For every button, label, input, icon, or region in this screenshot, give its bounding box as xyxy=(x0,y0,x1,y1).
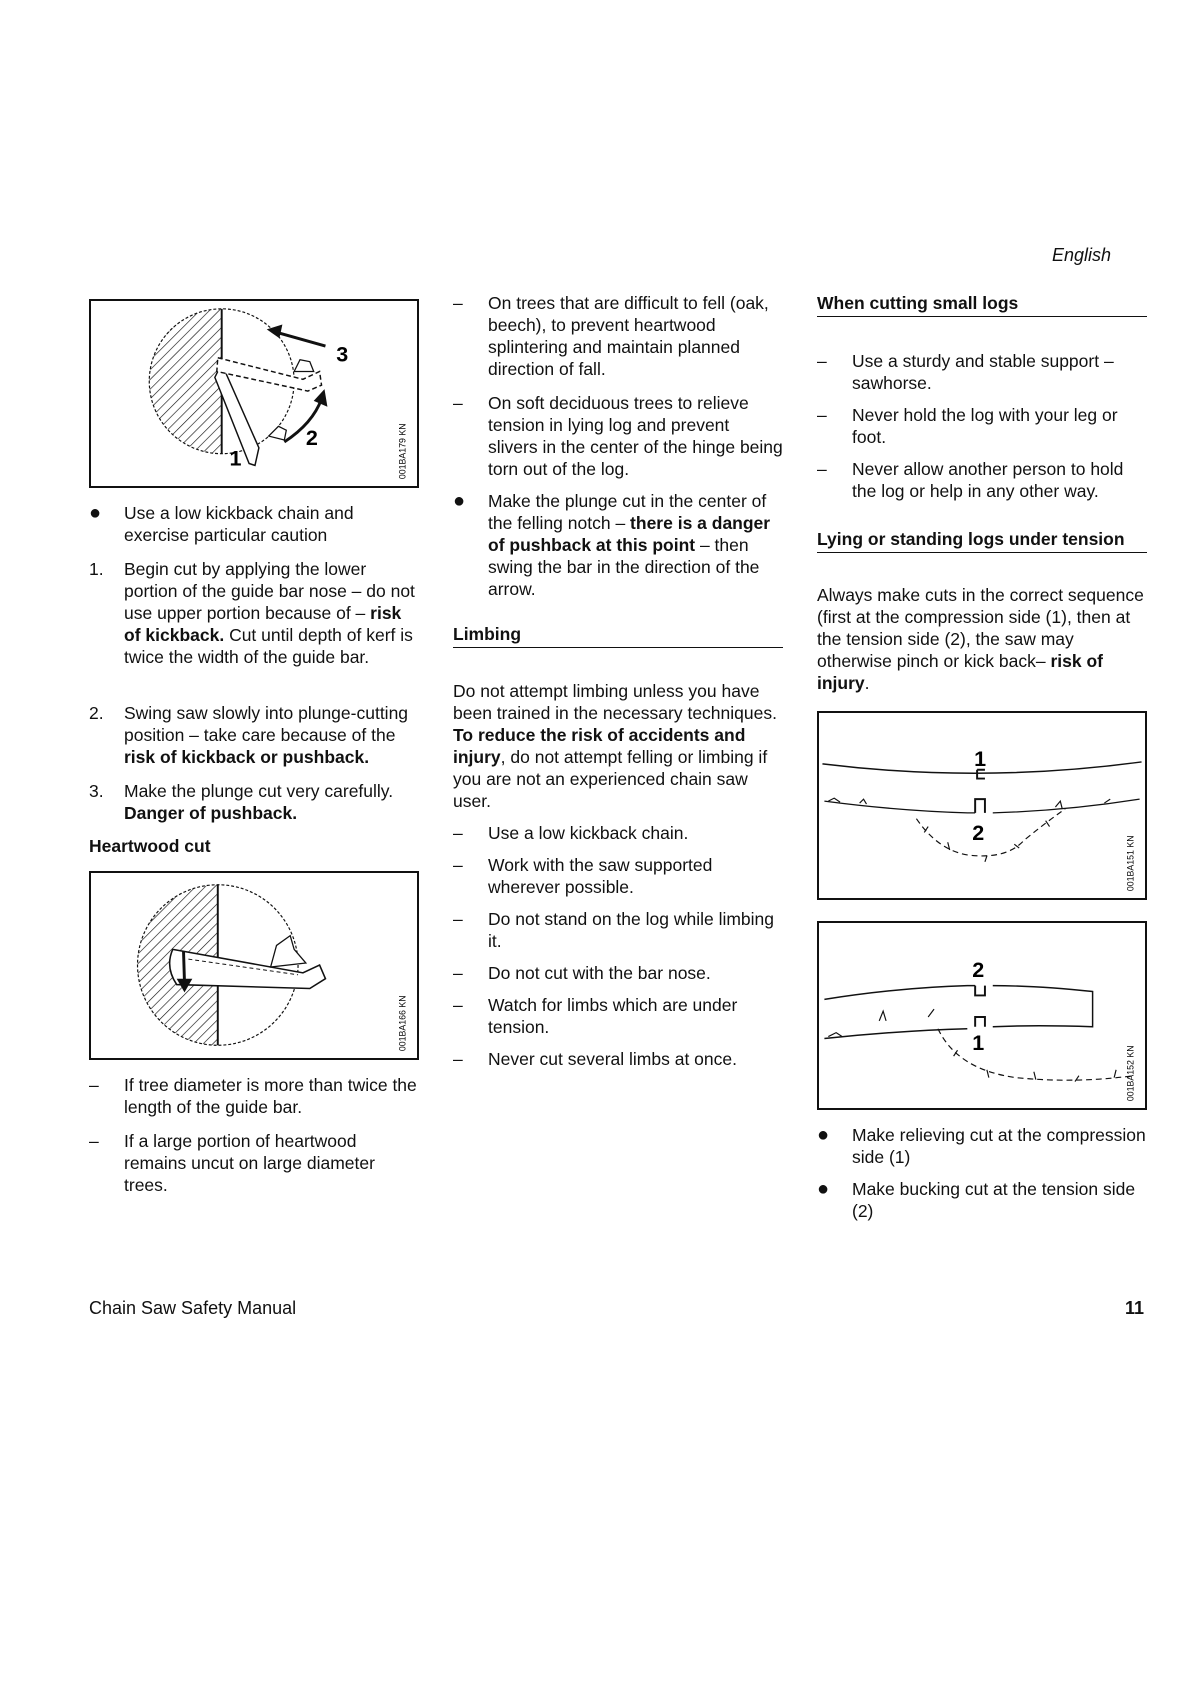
list-item: – Do not cut with the bar nose. xyxy=(453,963,711,983)
dash-mark: – xyxy=(817,405,827,425)
list-item: – Never hold the log with your leg or foot. xyxy=(817,405,1118,447)
step-number: 2. xyxy=(89,703,104,723)
fig4-label-1: 1 xyxy=(972,1031,985,1056)
fig3-code: 001BA151 KN xyxy=(1125,835,1136,892)
tension-cut-illustration xyxy=(819,923,1145,1108)
dash-mark: – xyxy=(453,1049,463,1069)
fig1-label-2: 2 xyxy=(305,425,318,450)
bullet-icon: ● xyxy=(817,1124,830,1146)
bullet-icon: ● xyxy=(453,490,466,512)
list-item: – Do not stand on the log while limbing it. xyxy=(453,909,775,951)
paragraph: Do not attempt limbing unless you have been trained in the necessary techniques. To reduce the risk of accidents and injury, do not attempt felling or limbing if you are not an experienced chain saw user. xyxy=(453,681,777,811)
fig3-label-1: 1 xyxy=(974,746,987,771)
list-item: – Never allow another person to hold the log or help in any other way. xyxy=(817,459,1124,501)
figure-tension-cut xyxy=(817,921,1147,1110)
dash-mark: – xyxy=(817,351,827,371)
bullet-icon: ● xyxy=(817,1178,830,1200)
dash-mark: – xyxy=(453,293,463,313)
list-item: ● Make the plunge cut in the center of the felling notch – there is a danger of pushback at this point – then swing the bar in the direction of the arrow. xyxy=(453,490,771,599)
dash-mark: – xyxy=(453,963,463,983)
step-number: 3. xyxy=(89,781,104,801)
dash-mark: – xyxy=(817,459,827,479)
step-number: 1. xyxy=(89,559,104,579)
paragraph: Always make cuts in the correct sequence (first at the compression side (1), then at the tension side (2), the saw may otherwise pinch or kick back– risk of injury. xyxy=(817,585,1144,693)
fig1-label-3: 3 xyxy=(336,342,349,367)
figure-heartwood-cut xyxy=(89,871,419,1060)
list-item: – Use a low kickback chain. xyxy=(453,823,689,843)
heading-logs-under-tension: Lying or standing logs under tension xyxy=(817,528,1147,553)
list-item: – Work with the saw supported wherever possible. xyxy=(453,855,713,897)
heartwood-cut-illustration xyxy=(91,873,417,1058)
fig4-code: 001BA152 KN xyxy=(1125,1045,1136,1102)
list-item: 3. Make the plunge cut very carefully. Danger of pushback. xyxy=(89,781,394,823)
list-item: ● Make relieving cut at the compression side (1) xyxy=(817,1124,1146,1167)
footer-title: Chain Saw Safety Manual xyxy=(89,1298,297,1318)
list-item: – If a large portion of heartwood remains uncut on large diameter trees. xyxy=(89,1131,375,1195)
list-item: – Never cut several limbs at once. xyxy=(453,1049,737,1069)
fig1-label-1: 1 xyxy=(229,446,242,471)
list-item: ● Use a low kickback chain and exercise particular caution xyxy=(89,502,354,545)
list-item: ● Make bucking cut at the tension side (2) xyxy=(817,1178,1136,1221)
dash-mark: – xyxy=(453,995,463,1015)
page-number: 11 xyxy=(1124,1298,1144,1318)
dash-mark: – xyxy=(453,909,463,929)
list-item: – Watch for limbs which are under tension. xyxy=(453,995,738,1037)
fig1-code: 001BA179 KN xyxy=(397,423,408,480)
bullet-icon: ● xyxy=(89,502,102,524)
fig2-code: 001BA166 KN xyxy=(397,995,408,1052)
dash-mark: – xyxy=(453,823,463,843)
list-item: – On trees that are difficult to fell (oak, beech), to prevent heartwood splintering and maintain planned direction of fall. xyxy=(453,293,769,379)
list-item: – On soft deciduous trees to relieve tension in lying log and prevent slivers in the center of the hinge being torn out of the log. xyxy=(453,393,783,479)
compression-cut-illustration xyxy=(819,713,1145,898)
list-item: 2. Swing saw slowly into plunge-cutting position – take care because of the risk of kickback or pushback. xyxy=(89,703,409,767)
heading-limbing: Limbing xyxy=(453,623,783,648)
dash-mark: – xyxy=(89,1131,99,1151)
plunge-cut-illustration xyxy=(91,301,417,486)
list-item: – Use a sturdy and stable support – sawhorse. xyxy=(817,351,1114,393)
dash-mark: – xyxy=(89,1075,99,1095)
list-item: – If tree diameter is more than twice the length of the guide bar. xyxy=(89,1075,417,1117)
figure-compression-cut xyxy=(817,711,1147,900)
heading-heartwood-cut: Heartwood cut xyxy=(89,836,211,856)
fig4-label-2: 2 xyxy=(972,957,985,982)
list-item: 1. Begin cut by applying the lower portion of the guide bar nose – do not use upper portion because of – risk of kickback. Cut until depth of kerf is twice the width of the guide bar. xyxy=(89,559,415,667)
figure-plunge-cut xyxy=(89,299,419,488)
language-label: English xyxy=(1051,245,1111,265)
dash-mark: – xyxy=(453,855,463,875)
dash-mark: – xyxy=(453,393,463,413)
fig3-label-2: 2 xyxy=(972,821,985,846)
heading-small-logs: When cutting small logs xyxy=(817,292,1147,317)
